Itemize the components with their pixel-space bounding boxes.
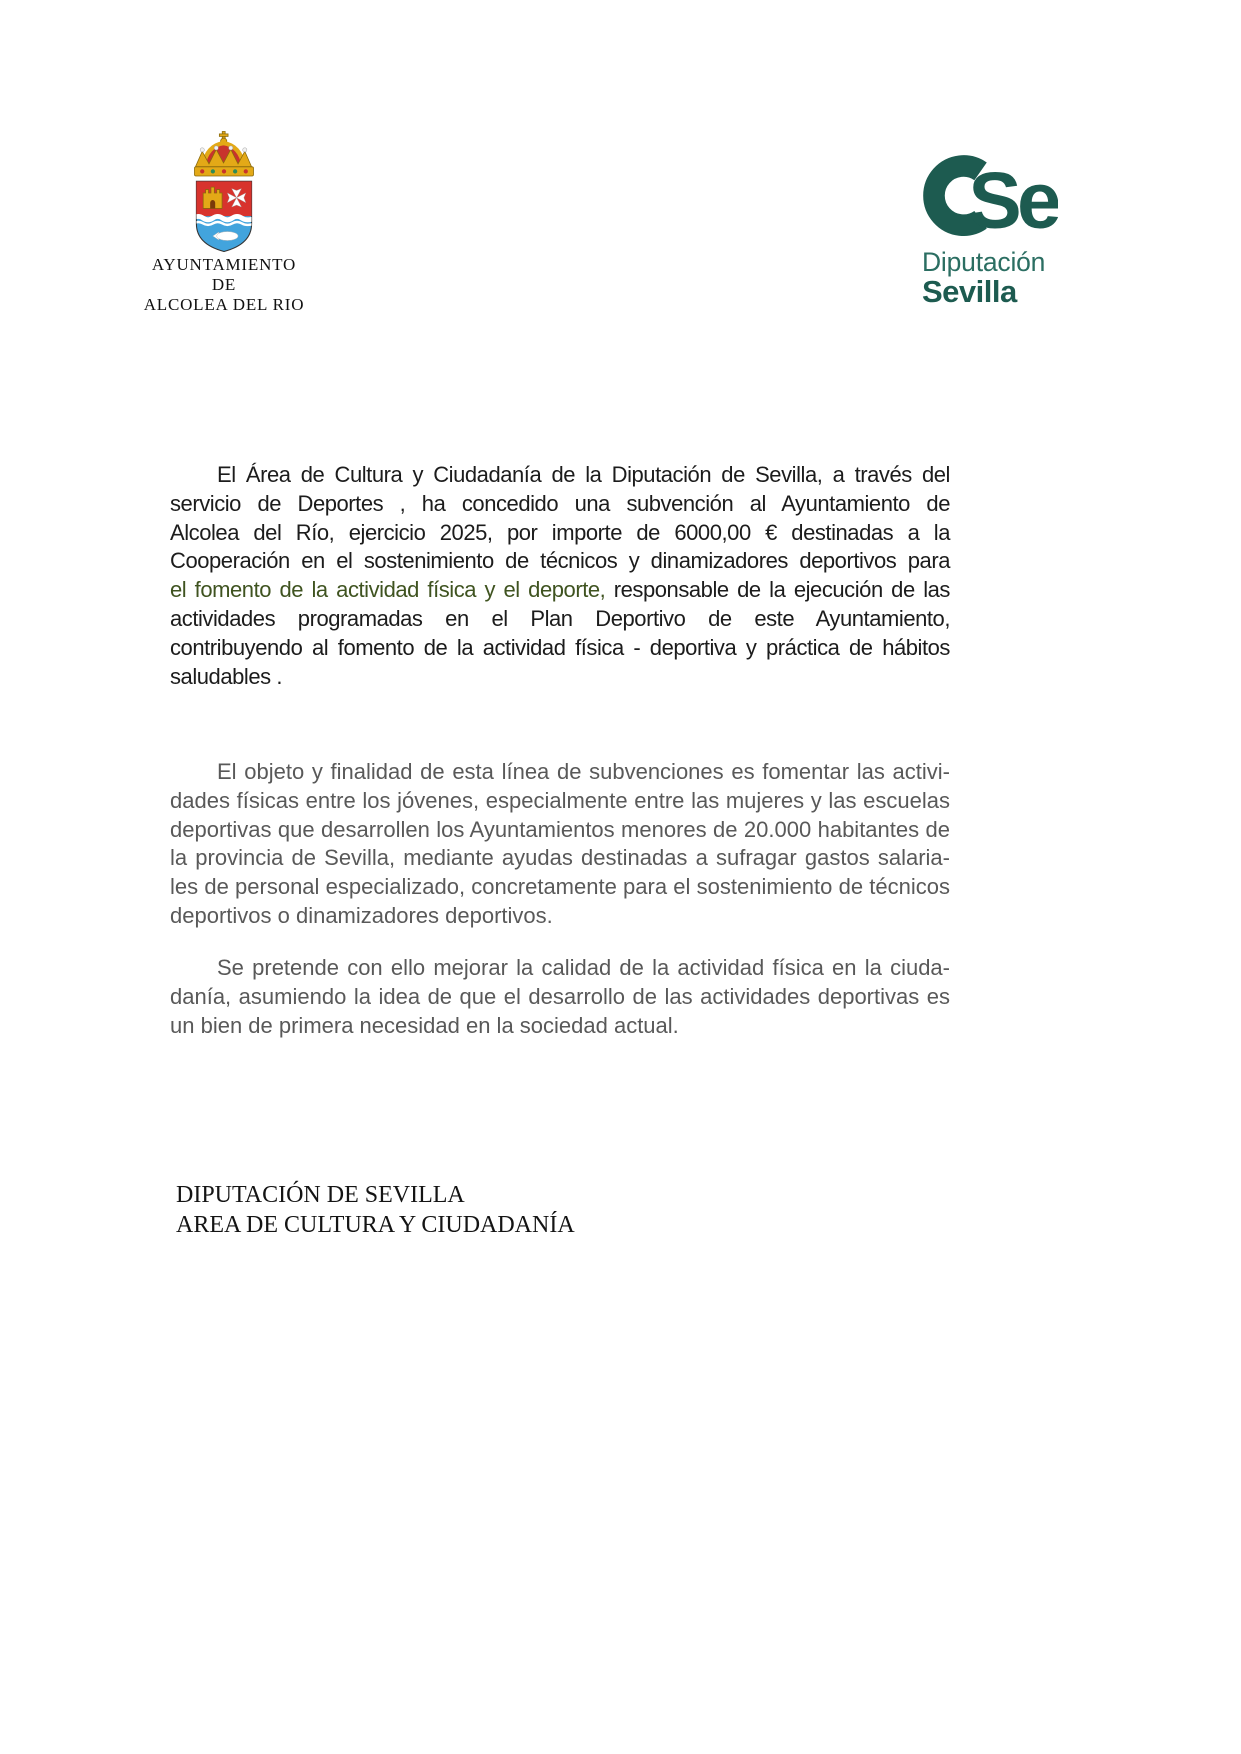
text-line: Se pretende con ello mejorar la calidad de la actividad física en la ciuda- <box>217 955 950 980</box>
ayuntamiento-name <box>138 255 310 315</box>
dse-mark-text: Se <box>968 155 1057 242</box>
text-line: el fomento de la actividad física y el deporte, responsable de la ejecución de las <box>170 577 950 603</box>
dse-mark-icon <box>922 150 1058 242</box>
ayuntamiento-line2: DE <box>211 275 237 294</box>
text-line: dades físicas entre los jóvenes, especialmente entre las mujeres y las escuelas <box>170 787 950 813</box>
paragraph-grant <box>170 461 950 691</box>
text-line: El objeto y finalidad de esta línea de subvenciones es fomentar las activi- <box>217 759 950 784</box>
coat-of-arms-icon <box>178 131 270 252</box>
ayuntamiento-line1: AYUNTAMIENTO <box>151 255 297 274</box>
text-line: la provincia de Sevilla, mediante ayudas destinadas a sufragar gastos salaria- <box>170 845 950 871</box>
text-line: danía, asumiendo la idea de que el desarrollo de las actividades deportivas es <box>170 983 950 1009</box>
text-line: actividades programadas en el Plan Deportivo de este Ayuntamiento, <box>170 605 950 631</box>
diputacion-logo <box>922 150 1074 307</box>
text-line: un bien de primera necesidad en la sociedad actual. <box>170 1012 679 1038</box>
paragraph-purpose <box>170 758 950 931</box>
text-line: les de personal especializado, concretamente para el sostenimiento de técnicos <box>170 874 950 900</box>
diputacion-name: Diputación <box>922 247 1046 277</box>
paragraph-intent <box>170 954 950 1040</box>
text-line: El Área de Cultura y Ciudadanía de la Diputación de Sevilla, a través del <box>217 462 950 487</box>
text-line: servicio de Deportes , ha concedido una subvención al Ayuntamiento de <box>170 490 950 516</box>
signature-line2: AREA DE CULTURA Y CIUDADANÍA <box>176 1212 575 1238</box>
diputacion-city: Sevilla <box>922 274 1017 309</box>
ayuntamiento-line3: ALCOLEA DEL RIO <box>143 295 305 314</box>
text-line: Alcolea del Río, ejercicio 2025, por importe de 6000,00 € destinadas a la <box>170 519 950 545</box>
text-line: deportivas que desarrollen los Ayuntamientos menores de 20.000 habitantes de <box>170 816 950 842</box>
text-line: deportivos o dinamizadores deportivos. <box>170 902 553 928</box>
text-line: saludables . <box>170 663 283 689</box>
signature-line1: DIPUTACIÓN DE SEVILLA <box>176 1182 465 1208</box>
text-line: contribuyendo al fomento de la actividad física - deportiva y práctica de hábitos <box>170 634 950 660</box>
text-line: Cooperación en el sostenimiento de técnicos y dinamizadores deportivos para <box>170 548 950 574</box>
signature-block <box>176 1180 575 1240</box>
ayuntamiento-logo <box>138 131 310 315</box>
